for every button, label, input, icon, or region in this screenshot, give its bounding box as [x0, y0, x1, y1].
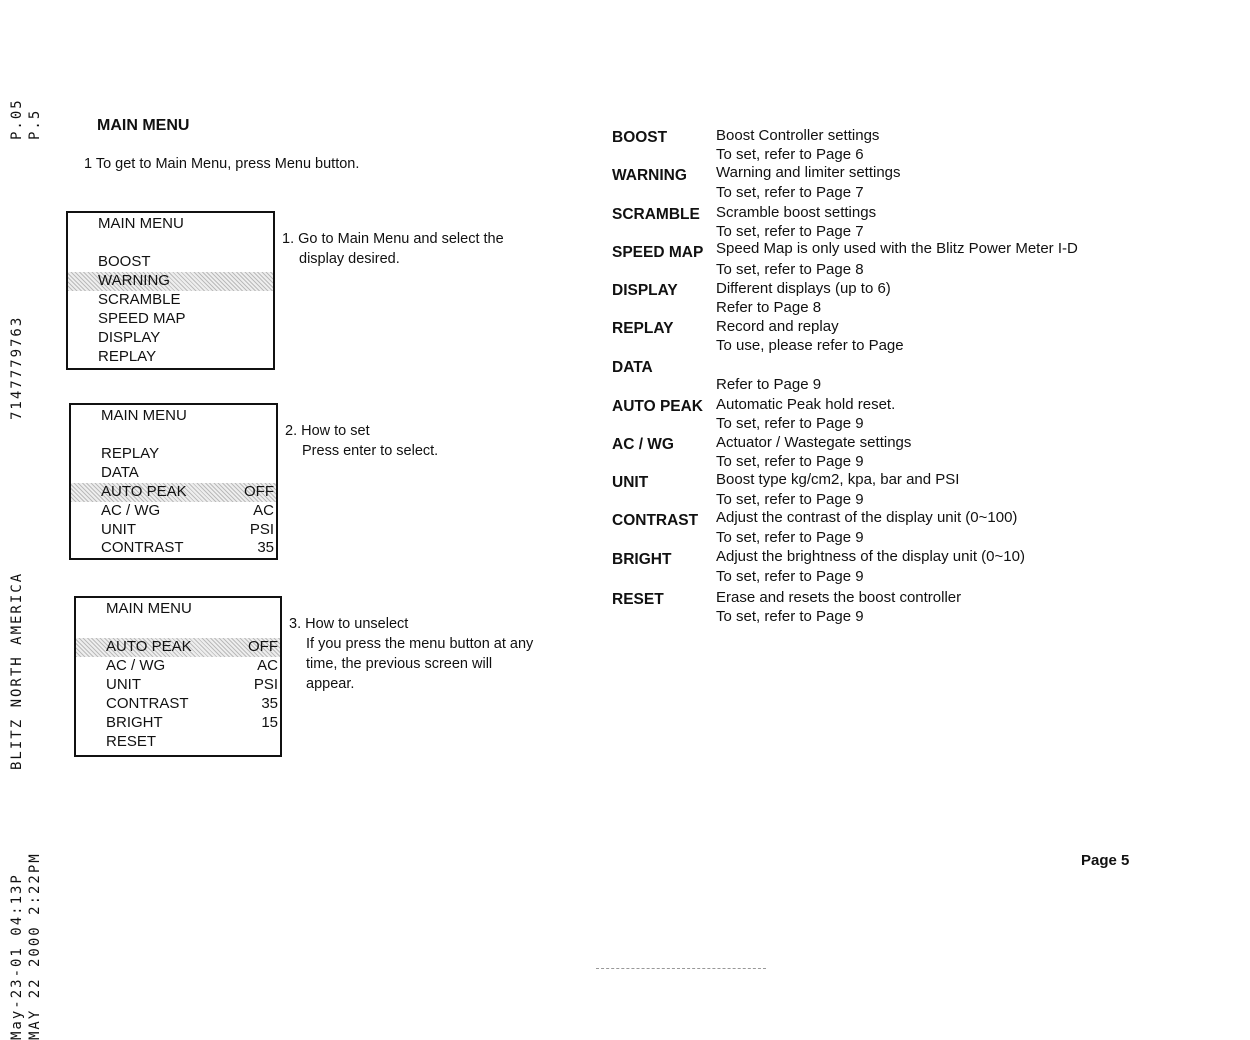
fax-date-2: MAY 22 2000 2:22PM	[27, 852, 43, 1040]
fax-sender: BLITZ NORTH AMERICA	[9, 571, 25, 770]
menu-item-scramble: SCRAMBLE	[98, 291, 181, 308]
menu-item-replay: REPLAY	[101, 445, 160, 462]
menu-item-unit: UNIT PSI	[106, 676, 278, 693]
fax-header	[5, 40, 55, 1040]
fax-page: P.05	[9, 98, 25, 140]
page-number: Page 5	[1081, 852, 1130, 869]
step-1: 1. Go to Main Menu and select the display desired.	[282, 231, 504, 267]
step-3: 3. How to unselect If you press the menu button at any time, the previous screen will appear.	[289, 616, 534, 692]
menu-panel-1	[66, 211, 275, 370]
menu-item-ac-wg: AC / WG AC	[106, 657, 278, 674]
step-2: 2. How to set Press enter to select.	[285, 423, 439, 459]
fax-date: May-23-01 04:13P	[9, 873, 25, 1040]
menu-panel-header: MAIN MENU	[98, 215, 184, 232]
menu-panel-2	[69, 403, 278, 560]
page-title: MAIN MENU	[97, 117, 190, 134]
menu-item-warning-selected: WARNING	[68, 272, 273, 291]
menu-item-bright: BRIGHT 15	[106, 714, 278, 731]
fax-phone: 7147779763	[9, 315, 25, 420]
menu-item-contrast: CONTRAST 35	[101, 539, 274, 556]
menu-item-contrast: CONTRAST 35	[106, 695, 278, 712]
menu-item-boost: BOOST	[98, 253, 151, 270]
intro-text: 1 To get to Main Menu, press Menu button.	[84, 156, 360, 172]
menu-item-replay: REPLAY	[98, 348, 157, 365]
menu-panel-3	[74, 596, 282, 757]
menu-item-data: DATA	[101, 464, 139, 481]
fax-page-2: P.5	[27, 108, 43, 140]
menu-panel-header: MAIN MENU	[106, 600, 192, 617]
scan-artifact-divider	[596, 968, 766, 969]
menu-item-unit: UNIT PSI	[101, 521, 274, 538]
menu-panel-header: MAIN MENU	[101, 407, 187, 424]
menu-item-ac-wg: AC / WG AC	[101, 502, 274, 519]
menu-item-display: DISPLAY	[98, 329, 161, 346]
menu-item-reset: RESET	[106, 733, 157, 750]
menu-item-speed-map: SPEED MAP	[98, 310, 186, 327]
menu-item-auto-peak-selected: AUTO PEAK OFF	[71, 483, 276, 502]
menu-item-auto-peak-selected: AUTO PEAK OFF	[76, 638, 280, 657]
